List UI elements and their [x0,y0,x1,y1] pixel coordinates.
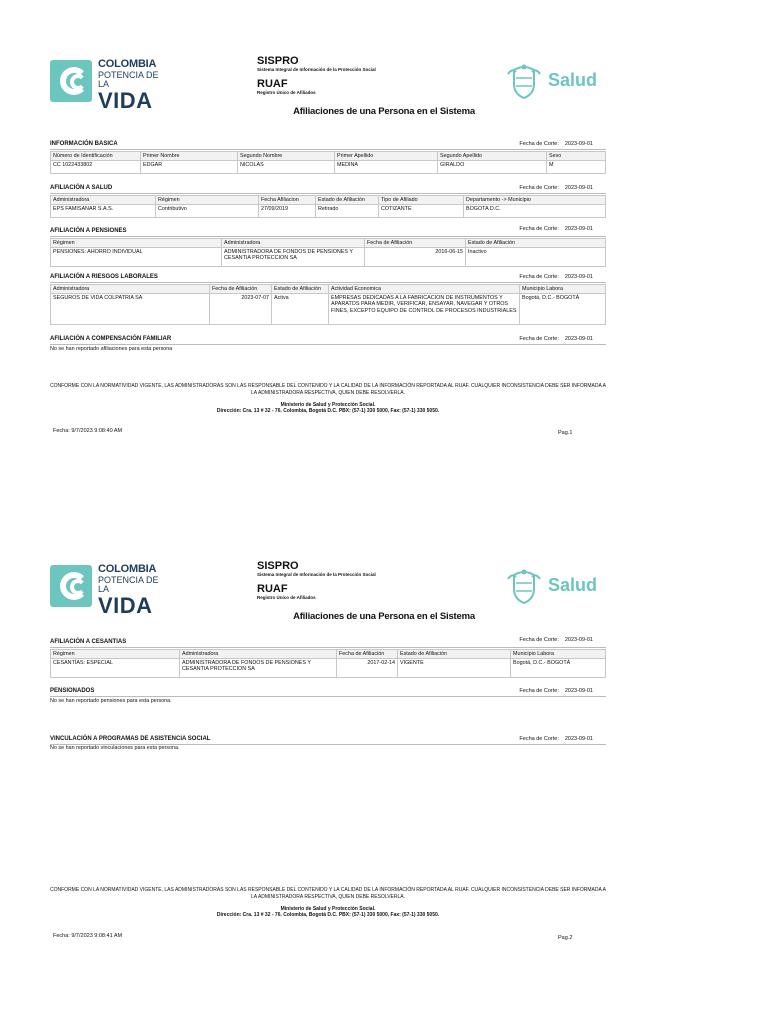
table-cell: 27/09/2019 [259,205,316,218]
table-header-cell: Tipo de Afiliado [379,196,464,205]
table-row [51,659,606,678]
fecha-value: 2023-09-01 [564,274,593,280]
divider [50,696,606,697]
table-header-cell: Sexo [547,152,606,161]
table-header-cell: Estado de Afiliación [466,239,606,248]
table-header-cell: Administradora [51,196,156,205]
table-header-row [51,650,606,659]
salud-fecha [519,185,593,191]
divider [50,344,606,345]
table-cell: EMPRESAS DEDICADAS A LA FABRICACION DE INSTRUMENTOS Y APARATOS PARA MEDIR, VERIFICAR, ENSAYAR, NAVEGAR Y OTROS FINES, EXCEPTO EQUIPO DE CONTROL DE PROCESOS INDUSTRIALES [329,294,520,325]
table-header-cell: Estado de Afiliación [398,650,511,659]
cesantias-table [50,649,606,678]
legal-disclaimer: CONFORME CON LA NORMATIVIDAD VIGENTE, LAS ADMINISTRADORAS SON LAS RESPONSABLE DEL CONTENIDO Y LA CALIDAD DE LA INFORMACIÓN REPORTADA AL RUAF. CUALQUIER INCONSISTENCIA DEBE SER INFORMADA A LA ADMINISTRADORA RESPECTIVA, QUIEN DEBE RESOLVERLA. [50,383,606,396]
ruaf-title: RUAF [257,77,288,90]
table-cell: 2023-07-07 [210,294,272,325]
table-row [51,205,606,218]
logo-line-2: POTENCIA DE LA [98,575,159,594]
table-header-cell: Departamento -> Municipio [464,196,606,205]
sispro-subtitle: Sistema Integral de Información de la Protección Social [257,67,376,72]
salud-heading: AFILIACIÓN A SALUD [50,185,113,191]
table-header-cell: Régimen [51,650,180,659]
table-row [51,294,606,325]
logo-line-3: VIDA [98,88,153,113]
ruaf-subtitle: Registro Único de Afiliados [257,594,316,600]
sispro-title: SISPRO [257,55,299,67]
table-header-cell: Administradora [222,239,365,248]
fecha-label: Fecha de Corte: [519,637,559,643]
compensacion-note: No se han reportado afiliaciones para esta persona [50,346,173,352]
colombia-mark-icon [50,565,92,607]
table-header-cell: Fecha de Afiliación [365,239,466,248]
table-header-cell: Segundo Apellido [438,152,547,161]
coat-of-arms-icon [506,62,542,100]
footer-date: Fecha: 9/7/2023 9:08:41 AM [53,933,123,939]
salud-text: Salud [548,575,598,595]
table-row [51,248,606,267]
table-header-cell: Fecha Afiliacion [259,196,316,205]
page-2 [0,505,768,1010]
salud-logo [506,567,606,607]
ruaf-subtitle: Registro Único de Afiliados [257,89,316,95]
footer-date: Fecha: 9/7/2023 9:08:40 AM [53,428,123,434]
sispro-header [257,561,376,600]
table-header-cell: Segundo Nombre [238,152,335,161]
document-title: Afiliaciones de una Persona en el Sistema [293,611,475,622]
pensiones-heading: AFILIACIÓN A PENSIONES [50,228,127,234]
table-cell: BOGOTA D.C. [464,205,606,218]
fecha-value: 2023-09-01 [564,185,593,191]
table-header-cell: Número de Identificación [51,152,141,161]
info-basica-table [50,151,606,174]
salud-text: Salud [548,70,598,90]
divider [50,282,606,283]
table-cell: Retirado [316,205,379,218]
table-header-cell: Estado de Afiliación [316,196,379,205]
salud-logo [506,62,606,102]
salud-table [50,195,606,218]
table-cell: VIGENTE [398,659,511,678]
table-header-cell: Administradora [180,650,337,659]
divider [50,647,606,648]
table-cell: M [547,161,606,174]
table-header-row [51,196,606,205]
logo-line-3: VIDA [98,593,153,618]
fecha-label: Fecha de Corte: [519,336,559,342]
table-header-row [51,152,606,161]
coat-of-arms-icon [506,567,542,605]
fecha-label: Fecha de Corte: [519,141,559,147]
asistencia-note: No se han reportado vinculaciones para esta persona. [50,745,180,751]
table-cell: CESANTÍAS: ESPECIAL [51,659,180,678]
table-cell: COTIZANTE [379,205,464,218]
ministerio-name: Ministerio de Salud y Protección Social. [280,906,376,912]
table-cell: GIRALDO [438,161,547,174]
fecha-label: Fecha de Corte: [519,688,559,694]
table-row [51,161,606,174]
divider [50,193,606,194]
fecha-value: 2023-09-01 [564,226,593,232]
fecha-label: Fecha de Corte: [519,185,559,191]
sispro-subtitle: Sistema Integral de Información de la Protección Social [257,572,376,577]
table-header-cell: Primer Apellido [335,152,438,161]
fecha-label: Fecha de Corte: [519,736,559,742]
table-header-cell: Estado de Afiliación [272,285,329,294]
fecha-value: 2023-09-01 [564,336,593,342]
table-header-cell: Actividad Economica [329,285,520,294]
table-header-cell: Fecha de Afiliación [337,650,398,659]
table-header-cell: Municipio Labora [511,650,606,659]
table-header-cell: Administradora [51,285,210,294]
fecha-label: Fecha de Corte: [519,226,559,232]
table-cell: Activa [272,294,329,325]
colombia-logo [50,57,165,113]
cesantias-heading: AFILIACIÓN A CESANTIAS [50,639,127,645]
asistencia-fecha [519,736,593,742]
table-cell: ADMINISTRADORA DE FONDOS DE PENSIONES Y CESANTIA PROTECCION SA [222,248,365,267]
pensiones-table [50,238,606,267]
cesantias-fecha [519,637,593,643]
divider [50,149,606,150]
asistencia-heading: VINCULACIÓN A PROGRAMAS DE ASISTENCIA SOCIAL [50,736,211,742]
info-basica-heading: INFORMACIÓN BASICA [50,141,118,147]
fecha-value: 2023-09-01 [564,688,593,694]
riesgos-fecha [519,274,593,280]
table-cell: Bogotá, D.C.- BOGOTÁ [520,294,606,325]
compensacion-heading: AFILIACIÓN A COMPENSACIÓN FAMILIAR [50,336,172,342]
table-header-row [51,239,606,248]
colombia-logo [50,562,165,618]
table-cell: EPS FAMISANAR S.A.S. [51,205,156,218]
riesgos-table [50,284,606,325]
table-header-cell: Régimen [51,239,222,248]
pensionados-note: No se han reportado pensiones para esta persona. [50,698,172,704]
table-cell: EDGAR [141,161,238,174]
table-header-cell: Primer Nombre [141,152,238,161]
page-number: Pag.1 [558,430,573,436]
fecha-value: 2023-09-01 [564,637,593,643]
table-cell: Contributivo [156,205,259,218]
table-cell: 2017-02-14 [337,659,398,678]
ministerio-address: Dirección: Cra. 13 # 32 - 76. Colombia, Bogotá D.C. PBX: (57-1) 330 5000, Fax: (57-1) 330 5050. [216,408,440,414]
table-cell: SEGUROS DE VIDA COLPATRIA SA [51,294,210,325]
logo-line-2: POTENCIA DE LA [98,70,159,89]
table-header-row [51,285,606,294]
legal-disclaimer: CONFORME CON LA NORMATIVIDAD VIGENTE, LAS ADMINISTRADORAS SON LAS RESPONSABLE DEL CONTENIDO Y LA CALIDAD DE LA INFORMACIÓN REPORTADA AL RUAF. CUALQUIER INCONSISTENCIA DEBE SER INFORMADA A LA ADMINISTRADORA RESPECTIVA, QUIEN DEBE RESOLVERLA. [50,887,606,900]
ministerio-name: Ministerio de Salud y Protección Social. [280,402,376,408]
sispro-title: SISPRO [257,560,299,572]
table-cell: Inactivo [466,248,606,267]
table-cell: NICOLAS [238,161,335,174]
logo-line-1: COLOMBIA [98,563,157,575]
table-header-cell: Municipio Labora [520,285,606,294]
table-cell: CC 1022433802 [51,161,141,174]
document-title: Afiliaciones de una Persona en el Sistema [293,106,475,117]
table-cell: 2016-06-15 [365,248,466,267]
colombia-mark-icon [50,60,92,102]
table-cell: Bogotá, D.C.- BOGOTÁ [511,659,606,678]
table-cell: ADMINISTRADORA DE FONDOS DE PENSIONES Y CESANTIA PROTECCION SA [180,659,337,678]
pensiones-fecha [519,226,593,232]
ministerio-address: Dirección: Cra. 13 # 32 - 76. Colombia, Bogotá D.C. PBX: (57-1) 330 5000, Fax: (57-1) 330 5050. [216,912,440,918]
divider [50,236,606,237]
pensionados-heading: PENSIONADOS [50,688,95,694]
sispro-header [257,56,376,95]
info-basica-fecha [519,141,593,147]
compensacion-fecha [519,336,593,342]
table-header-cell: Fecha de Afiliación [210,285,272,294]
fecha-value: 2023-09-01 [564,736,593,742]
pensionados-fecha [519,688,593,694]
table-cell: PENSIONES: AHORRO INDIVIDUAL [51,248,222,267]
table-cell: MEDINA [335,161,438,174]
fecha-value: 2023-09-01 [564,141,593,147]
logo-line-1: COLOMBIA [98,58,157,70]
page-number: Pag.2 [558,935,573,941]
table-header-cell: Régimen [156,196,259,205]
riesgos-heading: AFILIACIÓN A RIESGOS LABORALES [50,274,158,280]
ruaf-title: RUAF [257,582,288,595]
fecha-label: Fecha de Corte: [519,274,559,280]
